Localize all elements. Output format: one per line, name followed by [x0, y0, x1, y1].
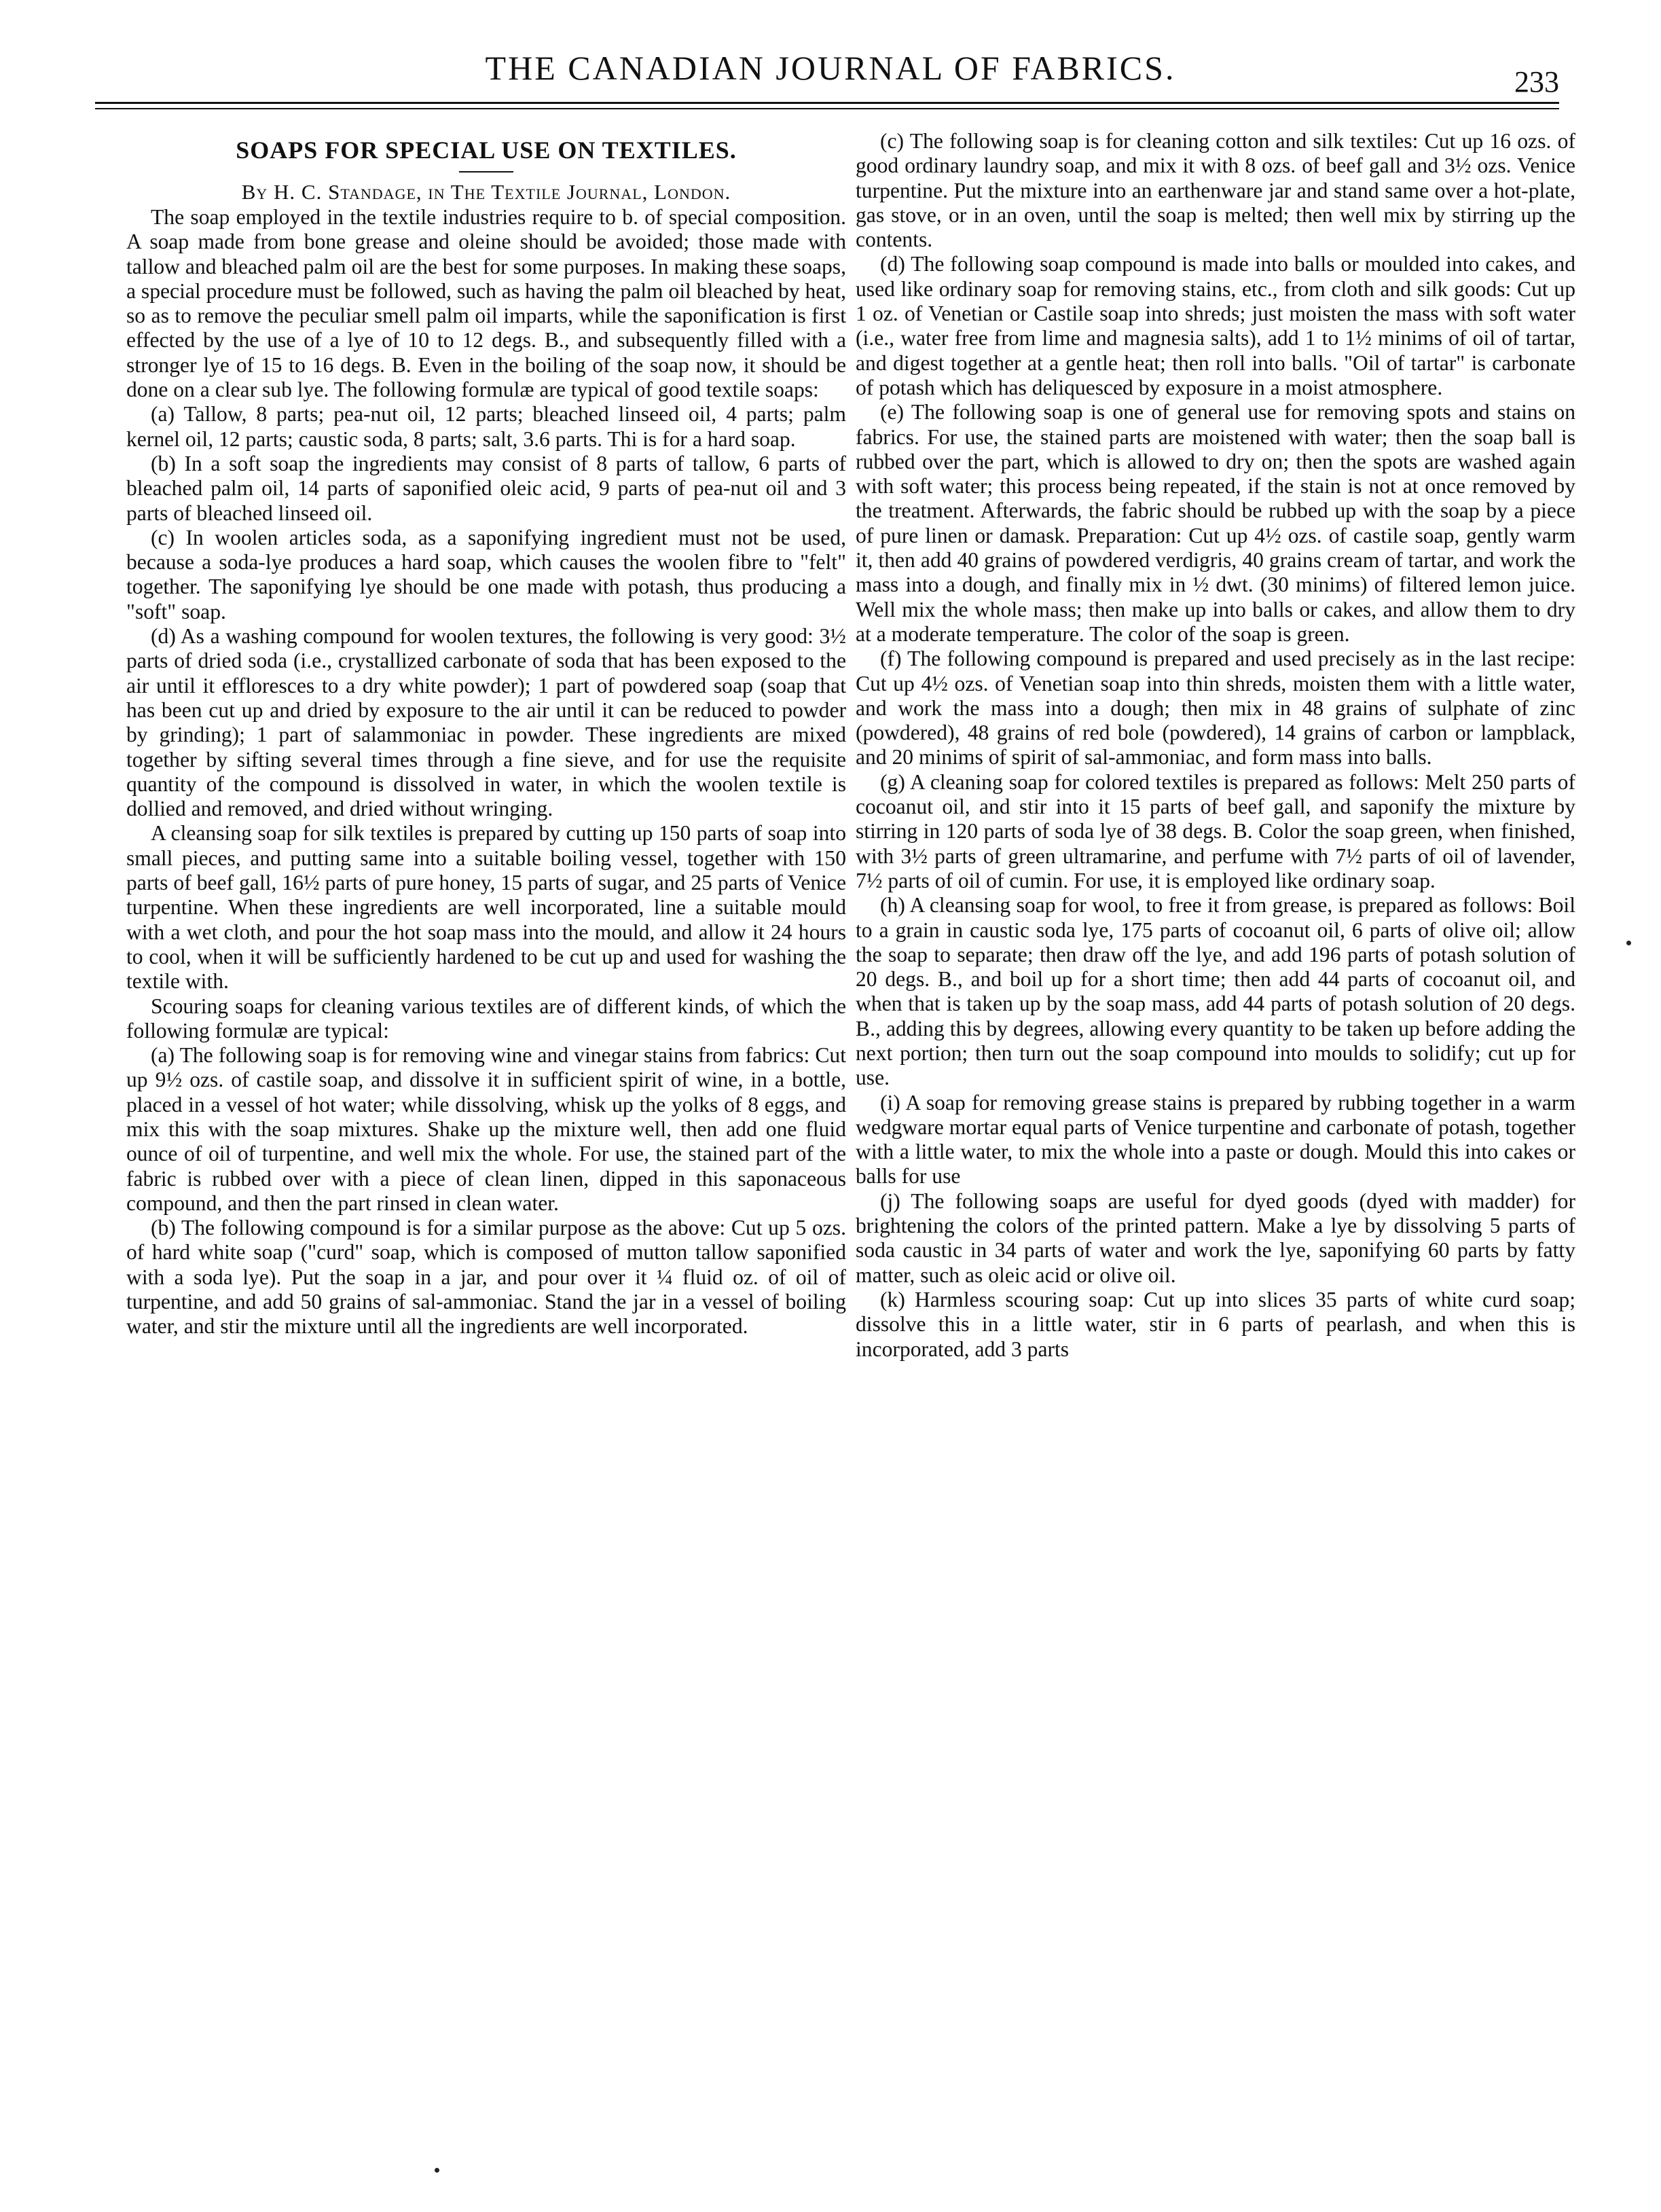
- paragraph: (b) In a soft soap the ingredients may consist of 8 parts of tallow, 6 parts of bleached palm oil, 14 parts of saponified oleic acid, 9 parts of pea-nut oil and 3 parts of bleached linseed oil.: [126, 451, 846, 525]
- article-byline: By H. C. Standage, in The Textile Journal, London.: [241, 180, 731, 204]
- paragraph: (f) The following compound is prepared and used precisely as in the last recipe: Cut up 4½ ozs. of Venetian soap into thin shreds, moisten them with a little water, and work the mass into a dough; then mix in 48 grains of sulphate of zinc (powdered), 48 grains of red bole (powdered), 14 grains of carbon or lampblack, and 20 minims of spirit of sal-ammoniac, and form mass into balls.: [856, 647, 1575, 769]
- right-column: [856, 129, 1575, 1362]
- article-title: SOAPS FOR SPECIAL USE ON TEXTILES.: [236, 137, 737, 164]
- paragraph: A cleansing soap for silk textiles is prepared by cutting up 150 parts of soap into small pieces, and putting same into a suitable boiling vessel, together with 150 parts of beef gall, 16½ parts of pure honey, 15 parts of sugar, and 25 parts of Venice turpentine. When these ingredients are well incorporated, line a suitable mould with a wet cloth, and pour the hot soap mass into the mould, and allow it 24 hours to cool, when it will be sufficiently hardened to be cut up and used for washing the textile with.: [126, 821, 846, 994]
- paragraph: (d) As a washing compound for woolen textures, the following is very good: 3½ parts of dried soda (i.e., crystallized carbonate of soda that has been exposed to the air until it effloresces to a dry white powder); 1 part of powdered soap (soap that has been cut up and dried by exposure to the air until it can be reduced to powder by grinding); 1 part of salammoniac in powder. These ingredients are mixed together by sifting several times through a fine sieve, and for use the requisite quantity of the compound is dissolved in water, in which the woolen textile is dollied and removed, and dried without wringing.: [126, 624, 846, 821]
- paragraph: (a) The following soap is for removing wine and vinegar stains from fabrics: Cut up 9½ ozs. of castile soap, and dissolve it in sufficient spirit of wine, in a bottle, placed in a vessel of hot water; while dissolving, whisk up the yolks of 8 eggs, and mix this with the soap mixtures. Shake up the mixture well, then add one fluid ounce of oil of turpentine, and well mix the whole. For use, the stained part of the fabric is rubbed over with a piece of clean linen, dipped in this saponaceous compound, and then the part rinsed in clean water.: [126, 1043, 846, 1215]
- title-divider: [459, 171, 513, 173]
- paragraph: (k) Harmless scouring soap: Cut up into slices 35 parts of white curd soap; dissolve this in a little water, stir in 6 parts of pearlash, and when this is incorporated, add 3 parts: [856, 1287, 1575, 1361]
- print-speck: [1626, 941, 1631, 945]
- paragraph: The soap employed in the textile industries require to b. of special composition. A soap made from bone grease and oleine should be avoided; those made with tallow and bleached palm oil are the best for some purposes. In making these soaps, a special procedure must be followed, such as having the palm oil bleached by heat, so as to remove the peculiar smell palm oil imparts, while the saponification is first effected by the use of a lye of 10 to 12 degs. B., and subsequently filled with a stronger lye of 15 to 16 degs. B. Even in the boiling of the soap now, it should be done on a clear sub lye. The following formulæ are typical of good textile soaps:: [126, 205, 846, 402]
- print-speck: [435, 2168, 439, 2173]
- paragraph: (g) A cleaning soap for colored textiles is prepared as follows: Melt 250 parts of cocoanut oil, and stir into it 15 parts of beef gall, and saponify the mixture by stirring in 120 parts of soda lye of 38 degs. B. Color the soap green, when finished, with 3½ parts of green ultramarine, and perfume with 7½ parts of oil of lavender, 7½ parts of oil of cumin. For use, it is employed like ordinary soap.: [856, 769, 1575, 892]
- paragraph: (h) A cleansing soap for wool, to free it from grease, is prepared as follows: Boil to a grain in caustic soda lye, 175 parts of cocoanut oil, 6 parts of olive oil; allow the soap to separate; then draw off the lye, and add 196 parts of potash solution of 20 degs. B., and boil up for a short time; then add 44 parts of cocoanut oil, and when that is taken up by the soap mass, add 44 parts of potash solution of 20 degs. B., adding this by degrees, allowing every quantity to be taken up before adding the next portion; then turn out the soap compound into moulds to solidify; cut up for use.: [856, 893, 1575, 1090]
- page-header: [0, 0, 1661, 109]
- paragraph: (j) The following soaps are useful for dyed goods (dyed with madder) for brightening the colors of the printed pattern. Make a lye by dissolving 5 parts of soda caustic in 34 parts of water and work the lye, saponifying 60 parts by fatty matter, such as oleic acid or olive oil.: [856, 1189, 1575, 1287]
- paragraph: Scouring soaps for cleaning various textiles are of different kinds, of which the following formulæ are typical:: [126, 994, 846, 1042]
- paragraph: (c) In woolen articles soda, as a saponifying ingredient must not be used, because a soda-lye produces a hard soap, which causes the woolen fibre to "felt" together. The saponifying lye should be one made with potash, thus producing a "soft" soap.: [126, 525, 846, 623]
- paragraph: (c) The following soap is for cleaning cotton and silk textiles: Cut up 16 ozs. of good ordinary laundry soap, and mix it with 8 ozs. of beef gall and 3½ ozs. Venice turpentine. Put the mixture into an earthenware jar and stand same over a hot-plate, gas stove, or in an oven, until the soap is melted; then well mix by stirring up the contents.: [856, 129, 1575, 252]
- paragraph: (e) The following soap is one of general use for removing spots and stains on fabrics. For use, the stained parts are moistened with water; then the soap ball is rubbed over the part, which is allowed to dry on; then the spots are washed again with soft water; this process being repeated, if the stain is not at once removed by the treatment. Afterwards, the fabric should be rubbed up with the soap by a piece of pure linen or damask. Preparation: Cut up 4½ ozs. of castile soap, gently warm it, then add 40 grains of powdered verdigris, 40 grains cream of tartar, and work the mass into a dough, and finally mix in ½ dwt. (30 minims) of filtered lemon juice. Well mix the whole mass; then make up into balls or cakes, and allow them to dry at a moderate temperature. The color of the soap is green.: [856, 400, 1575, 646]
- page-number: 233: [1514, 65, 1559, 98]
- paragraph: (b) The following compound is for a similar purpose as the above: Cut up 5 ozs. of hard white soap ("curd" soap, which is composed of mutton tallow saponified with a soda lye). Put the soap in a jar, and pour over it ¼ fluid oz. of oil of turpentine, and add 50 grains of sal-ammoniac. Stand the jar in a vessel of boiling water, and stir the mixture until all the ingredients are well incorporated.: [126, 1216, 846, 1339]
- header-rule-secondary: [95, 108, 1559, 109]
- header-rule: [95, 102, 1559, 104]
- paragraph: (d) The following soap compound is made into balls or moulded into cakes, and used like ordinary soap for removing stains, etc., from cloth and silk goods: Cut up 1 oz. of Venetian or Castile soap into shreds; just moisten the mass with soft water (i.e., water free from lime and magnesia salts), add 1 to 1½ minims of oil of tartar, and digest together at a gentle heat; then roll into balls. "Oil of tartar" is carbonate of potash which has deliquesced by exposure in a moist atmosphere.: [856, 252, 1575, 399]
- paragraph: (a) Tallow, 8 parts; pea-nut oil, 12 parts; bleached linseed oil, 4 parts; palm kernel oil, 12 parts; caustic soda, 8 parts; salt, 3.6 parts. Thi is for a hard soap.: [126, 402, 846, 451]
- left-column: [126, 129, 846, 1339]
- journal-title: THE CANADIAN JOURNAL OF FABRICS.: [485, 49, 1176, 87]
- paragraph: (i) A soap for removing grease stains is prepared by rubbing together in a warm wedgware mortar equal parts of Venice turpentine and carbonate of potash, together with a little water, to mix the whole into a paste or dough. Mould this into cakes or balls for use: [856, 1090, 1575, 1189]
